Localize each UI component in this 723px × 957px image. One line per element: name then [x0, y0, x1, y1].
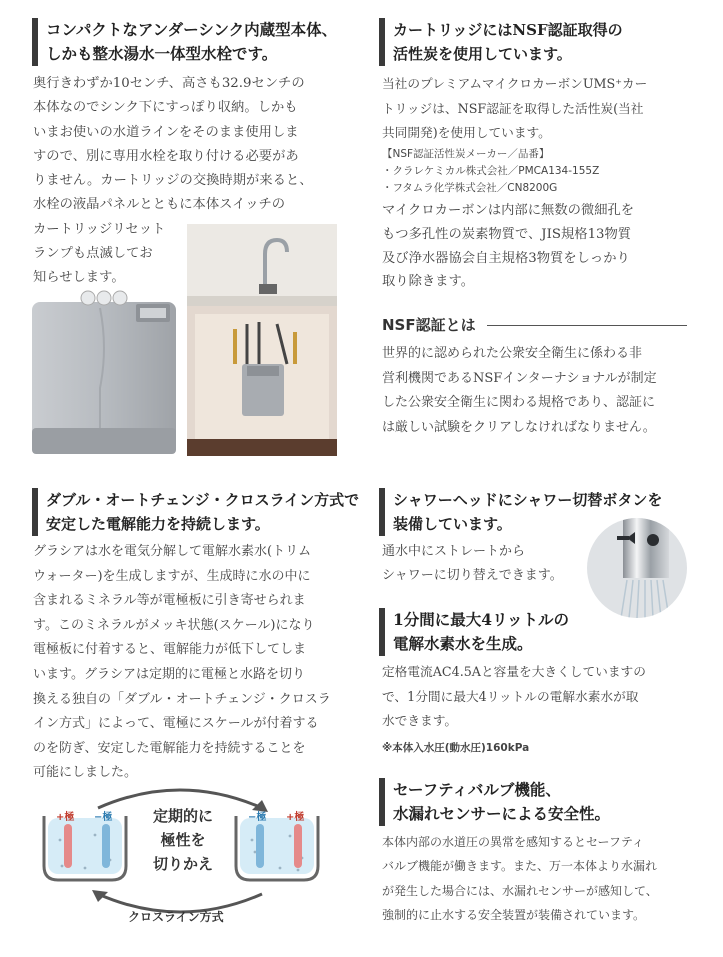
nsf-title: NSF認証とは — [382, 316, 476, 334]
s1-line1: 奥行きわずか10センチ、高さも32.9センチの — [33, 76, 305, 91]
diagram-caption: クロスライン方式 — [128, 910, 224, 924]
left-minus-label: −極 — [94, 812, 113, 823]
s4-heading-line2: 装備しています。 — [393, 515, 512, 533]
s5-heading-line2: 電解水素水を生成。 — [393, 634, 533, 653]
left-plus-label: +極 — [56, 812, 75, 823]
s2b-line3: 及び浄水器協会自主規格3物質をしっかり — [382, 250, 630, 266]
s3-line9: のを防ぎ、安定した電解能力を持続することを — [33, 740, 306, 756]
s3-line8: イン方式」によって、電極にスケールが付着する — [33, 716, 319, 732]
section2-heading — [379, 18, 623, 66]
s5-line2: で、1分間に最大4リットルの電解水素水が取 — [382, 688, 639, 704]
s5-heading-line1: 1分間に最大4リットルの — [393, 610, 569, 629]
section1-heading-line1: コンパクトなアンダーシンク内蔵型本体、 — [46, 20, 338, 39]
s6-heading-line2: 水漏れセンサーによる安全性。 — [393, 804, 611, 823]
right-plus-electrode — [294, 824, 302, 868]
s6-line1: 本体内部の水道圧の異常を感知するとセーフティ — [382, 835, 644, 849]
s2-line2: トリッジは、NSF認証を取得した活性炭(当社 — [382, 100, 644, 116]
s3-line4: す。このミネラルがメッキ状態(スケール)になり — [33, 617, 315, 633]
s2-line3: 共同開発)を使用しています。 — [382, 125, 551, 140]
maker-header: 【NSF認証活性炭メーカー／品番】 — [382, 148, 550, 160]
diagram-center-text — [140, 804, 226, 876]
section2-body2 — [382, 199, 634, 294]
s3-line3: 含まれるミネラル等が電極板に引き寄せられま — [33, 593, 306, 609]
s3-line7: 換える独自の「ダブル・オートチェンジ・クロスラ — [33, 691, 331, 707]
center-line1: 定期的に — [152, 807, 213, 825]
s1-line5: りません。カートリッジの交換時期が来ると、 — [33, 173, 313, 189]
s2-heading-line1: カートリッジにはNSF認証取得の — [393, 21, 623, 39]
s6-line3: が発生した場合には、水漏れセンサーが感知して、 — [382, 883, 658, 898]
s3-line2: ウォーター)を生成しますが、生成時に水の中に — [33, 568, 311, 584]
nsf-maker-list — [382, 146, 599, 197]
section6-body — [382, 830, 658, 928]
left-minus-electrode — [102, 824, 110, 868]
s1-line2: 本体なのでシンク下にすっぽり収納。しかも — [33, 100, 298, 116]
maker-2: ・フタムラ化学株式会社／CN8200G — [382, 182, 558, 194]
center-line3: 切りかえ — [152, 855, 213, 873]
section6-heading — [379, 778, 610, 826]
s2-line1: 当社のプレミアムマイクロカーボンUMS⁺カー — [382, 76, 648, 91]
s1-line8: ランプも点滅してお — [33, 246, 153, 262]
nsf-line3: した公衆安全衛生に関わる規格であり、認証に — [382, 395, 656, 410]
s1-line7: カートリッジリセット — [33, 221, 166, 237]
s3-line5: 電極板に付着すると、電解能力が低下してしま — [33, 642, 307, 658]
nsf-line4: は厳しい試験をクリアしなければなりません。 — [382, 419, 656, 435]
s1-line9: 知らせします。 — [33, 270, 125, 286]
nsf-body — [382, 342, 657, 440]
section5-body — [382, 660, 646, 734]
nsf-title-rule — [487, 325, 687, 326]
s6-line4: 強制的に止水する安全装置が装備されています。 — [382, 908, 646, 923]
s3-line1: グラシアは水を電気分解して電解水素水(トリム — [33, 544, 312, 559]
center-line2: 極性を — [160, 831, 206, 849]
right-minus-electrode — [256, 824, 264, 868]
s5-line3: 水できます。 — [382, 713, 458, 728]
product-unit-image — [30, 288, 180, 458]
s3-line6: います。グラシアは定期的に電極と水路を切り — [33, 666, 305, 682]
crossline-diagram — [40, 780, 340, 930]
section3-body — [33, 540, 331, 786]
s6-line2: バルブ機能が働きます。また、万一本体より水漏れ — [382, 859, 658, 874]
left-plus-electrode — [64, 824, 72, 868]
s2b-line2: もつ多孔性の炭素物質で、JIS規格13物質 — [382, 226, 632, 242]
under-sink-installation-photo — [187, 224, 337, 456]
shower-head-photo — [587, 518, 687, 618]
s1-line3: いまお使いの水道ラインをそのまま使用しま — [33, 124, 299, 140]
section4-body — [382, 540, 563, 588]
section1-heading — [32, 18, 337, 66]
s3-heading-line1: ダブル・オートチェンジ・クロスライン方式で — [46, 491, 360, 509]
nsf-line1: 世界的に認められた公衆安全衛生に係わる非 — [382, 346, 643, 361]
s3-heading-line2: 安定した電解能力を持続します。 — [46, 515, 270, 533]
s2b-line4: 取り除きます。 — [382, 274, 475, 290]
section1-heading-line2: しかも整水湯水一体型水栓です。 — [46, 44, 278, 63]
water-pressure-note: ※本体入水圧(動水圧)160kPa — [382, 742, 530, 754]
s4-line2: シャワーに切り替えできます。 — [382, 568, 563, 583]
section2-body — [382, 72, 647, 146]
right-plus-label: +極 — [286, 812, 305, 823]
section3-heading — [32, 488, 359, 536]
maker-1: ・クラレケミカル株式会社／PMCA134-155Z — [382, 165, 600, 177]
s5-line1: 定格電流AC4.5Aと容量を大きくしていますの — [382, 664, 646, 679]
s2b-line1: マイクロカーボンは内部に無数の微細孔を — [382, 203, 635, 218]
s4-line1: 通水中にストレートから — [382, 544, 526, 559]
right-minus-label: −極 — [248, 812, 267, 823]
s2-heading-line2: 活性炭を使用しています。 — [393, 45, 572, 63]
s1-line4: すので、別に専用水栓を取り付ける必要があ — [33, 148, 299, 164]
section5-heading — [379, 608, 569, 656]
nsf-line2: 営利機関であるNSFインターナショナルが制定 — [382, 370, 657, 386]
s1-line6: 水栓の液晶パネルとともに本体スイッチの — [33, 197, 286, 213]
s4-heading-line1: シャワーヘッドにシャワー切替ボタンを — [393, 491, 663, 509]
s3-line10: 可能にしました。 — [33, 765, 138, 781]
s6-heading-line1: セーフティバルブ機能、 — [393, 780, 561, 799]
